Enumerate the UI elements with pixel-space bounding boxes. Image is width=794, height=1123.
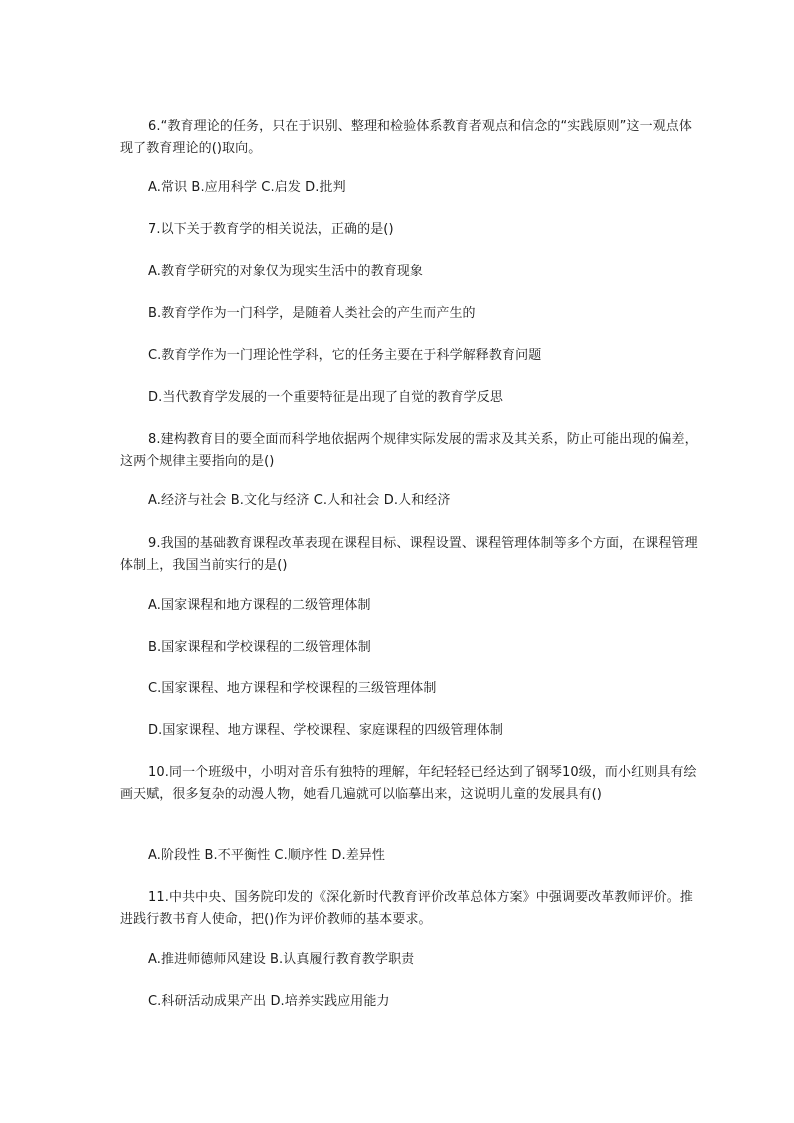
question-7-text: 7.以下关于教育学的相关说法，正确的是() [148,222,394,237]
question-7-option-d: D.当代教育学发展的一个重要特征是出现了自觉的教育学反思 [148,390,503,405]
question-7-option-c: C.教育学作为一门理论性学科，它的任务主要在于科学解释教育问题 [148,348,542,363]
question-7-option-a: A.教育学研究的对象仅为现实生活中的教育现象 [148,264,423,279]
question-9-option-b: B.国家课程和学校课程的二级管理体制 [148,640,371,655]
question-11-text: 11.中共中央、国务院印发的《深化新时代教育评价改革总体方案》中强调要改革教师评价。推进践行教书育人使命，把()作为评价教师的基本要求。 [120,890,693,927]
question-10-options: A.阶段性 B.不平衡性 C.顺序性 D.差异性 [148,848,385,863]
question-10-text: 10.同一个班级中，小明对音乐有独特的理解，年纪轻轻已经达到了钢琴10级，而小红则具有绘画天赋，很多复杂的动漫人物，她看几遍就可以临摹出来，这说明儿童的发展具有() [120,765,697,802]
question-9-option-c: C.国家课程、地方课程和学校课程的三级管理体制 [148,681,437,696]
question-11-options-cd: C.科研活动成果产出 D.培养实践应用能力 [148,994,390,1009]
question-9-option-a: A.国家课程和地方课程的二级管理体制 [148,598,371,613]
question-9-text: 9.我国的基础教育课程改革表现在课程目标、课程设置、课程管理体制等多个方面，在课程管理体制上，我国当前实行的是() [120,536,698,573]
question-8-text: 8.建构教育目的要全面而科学地依据两个规律实际发展的需求及其关系，防止可能出现的偏差，这两个规律主要指向的是() [120,432,698,469]
question-11-options-ab: A.推进师德师风建设 B.认真履行教育教学职责 [148,952,415,967]
question-8-options: A.经济与社会 B.文化与经济 C.人和社会 D.人和经济 [148,493,451,508]
question-6-options: A.常识 B.应用科学 C.启发 D.批判 [148,180,346,195]
question-6-text: 6.“教育理论的任务，只在于识别、整理和检验体系教育者观点和信念的“实践原则”这一观点体现了教育理论的()取向。 [120,119,693,156]
question-7-option-b: B.教育学作为一门科学，是随着人类社会的产生而产生的 [148,306,476,321]
question-9-option-d: D.国家课程、地方课程、学校课程、家庭课程的四级管理体制 [148,723,503,738]
